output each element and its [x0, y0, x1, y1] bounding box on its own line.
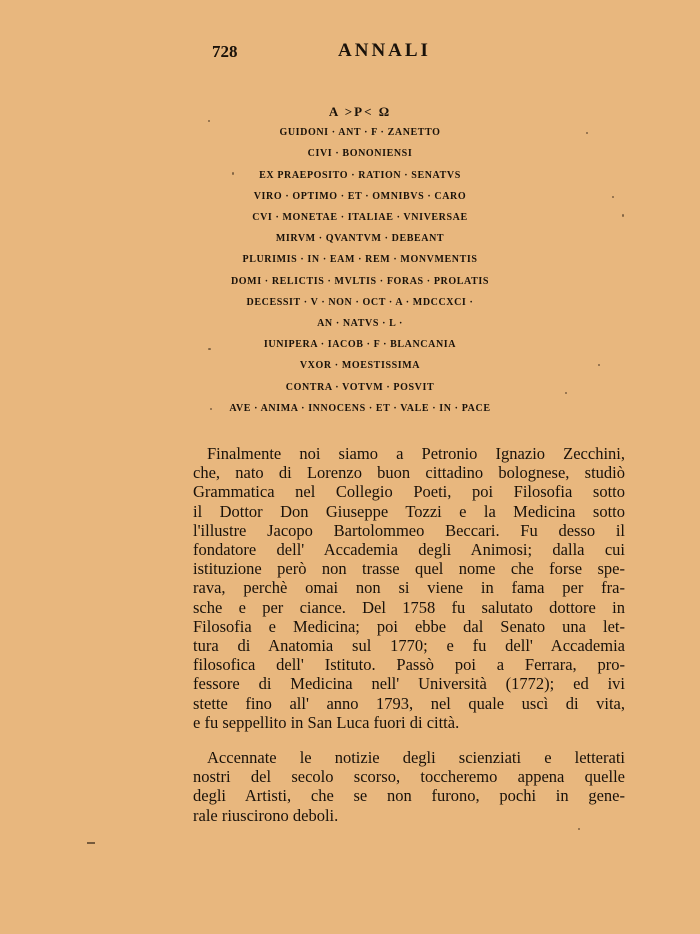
- inscription-line: CONTRA · VOTVM · POSVIT: [285, 381, 435, 393]
- text-line: Filosofia e Medicina; poi ebbe dal Senato una let-: [193, 616, 625, 636]
- text-line: l'illustre Jacopo Bartolommeo Beccari. Fu desso il: [193, 520, 625, 540]
- text-line: Finalmente noi siamo a Petronio Ignazio Zecchini,: [207, 444, 625, 463]
- scan-speck: [208, 348, 211, 350]
- text-line: Accennate le notizie degli scienziati e letterati: [207, 748, 625, 767]
- text-line: il Dottor Don Giuseppe Tozzi e la Medicina sotto: [193, 501, 625, 521]
- scan-speck: [565, 392, 567, 394]
- inscription-line: CVI · MONETAE · ITALIAE · VNIVERSAE: [252, 212, 468, 224]
- inscription-line: DOMI · RELICTIS · MVLTIS · FORAS · PROLATIS: [230, 275, 490, 287]
- scan-speck: [210, 408, 212, 410]
- text-line: sche e per ciance. Del 1758 fu salutato dottore in: [193, 597, 625, 617]
- text-line: istituzione però non trasse quel nome che forse spe-: [193, 559, 625, 579]
- inscription-line: GUIDONI · ANT · F · ZANETTO: [279, 127, 441, 139]
- inscription-line: AVE · ANIMA · INNOCENS · ET · VALE · IN · PACE: [229, 402, 491, 414]
- paragraph-artisti: [193, 748, 625, 825]
- text-line: tura di Anatomia sul 1770; e fu dell' Accademia: [193, 636, 625, 656]
- text-line: degli Artisti, che se non furono, pochi in gene-: [193, 786, 625, 806]
- page-header: [212, 40, 512, 66]
- inscription-line: VIRO · OPTIMO · ET · OMNIBVS · CARO: [253, 190, 467, 202]
- page-number: 728: [212, 42, 238, 61]
- scan-speck: [232, 172, 234, 175]
- inscription-line: DECESSIT · V · NON · OCT · A · MDCCXCI ·: [246, 296, 474, 308]
- text-line: e fu seppellito in San Luca fuori di città.: [193, 712, 460, 732]
- text-line: rale riuscirono deboli.: [193, 805, 339, 825]
- text-line: filosofica dell' Istituto. Passò poi a Ferrara, pro-: [193, 655, 625, 675]
- text-line: che, nato di Lorenzo buon cittadino bolognese, studiò: [193, 463, 625, 483]
- inscription-line: VXOR · MOESTISSIMA: [299, 360, 421, 372]
- inscription-line: A >P< Ω: [328, 104, 392, 119]
- paragraph-zecchini: [193, 444, 625, 732]
- text-line: Grammatica nel Collegio Poeti, poi Filosofia sotto: [193, 482, 625, 502]
- running-title: ANNALI: [338, 40, 431, 61]
- inscription-line: IUNIPERA · IACOB · F · BLANCANIA: [263, 339, 457, 351]
- text-line: fondatore dell' Accademia degli Animosi; dalla cui: [193, 540, 625, 560]
- scan-speck: [622, 214, 624, 217]
- inscription-line: MIRVM · QVANTVM · DEBEANT: [275, 233, 445, 245]
- text-line: stette fino all' anno 1793, nel quale uscì di vita,: [193, 693, 625, 713]
- margin-mark: [87, 842, 95, 844]
- inscription-line: PLURIMIS · IN · EAM · REM · MONVMENTIS: [242, 254, 478, 266]
- epigraph-inscription: [150, 101, 570, 419]
- text-line: nostri del secolo scorso, toccheremo appena quelle: [193, 767, 625, 787]
- inscription-line: CIVI · BONONIENSI: [307, 148, 413, 160]
- inscription-line: AN · NATVS · L ·: [317, 318, 403, 330]
- scan-speck: [208, 120, 210, 122]
- text-line: rava, perchè omai non si viene in fama per fra-: [193, 578, 625, 598]
- inscription-line: EX PRAEPOSITO · RATION · SENATVS: [259, 169, 461, 181]
- scan-speck: [598, 364, 600, 366]
- scan-speck: [612, 196, 614, 198]
- text-line: fessore di Medicina nell' Università (1772); ed ivi: [193, 674, 625, 694]
- scan-speck: [578, 828, 580, 830]
- scan-speck: [586, 132, 588, 134]
